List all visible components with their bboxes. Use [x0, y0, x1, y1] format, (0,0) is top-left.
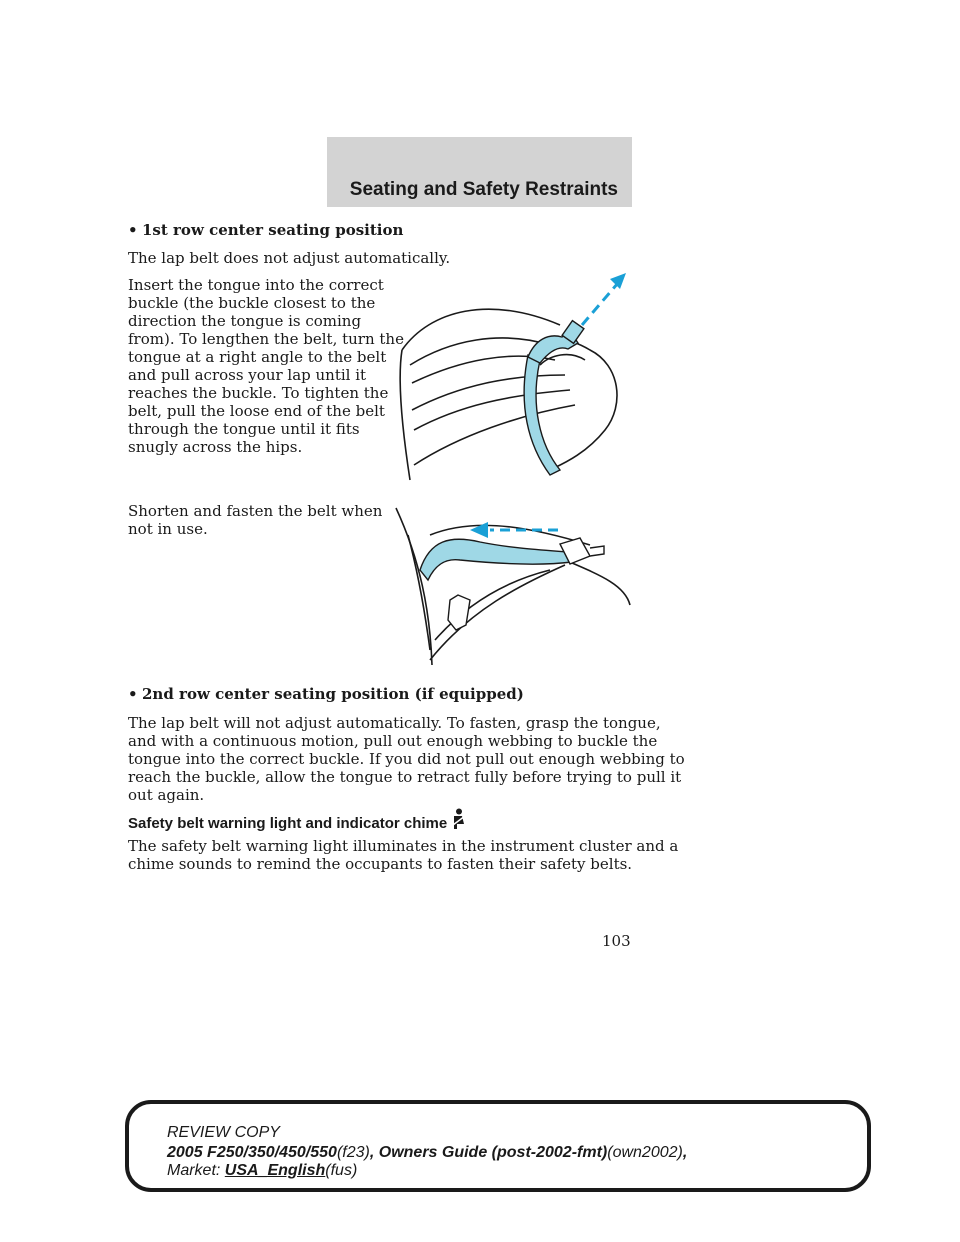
text-line: buckle (the buckle closest to the	[128, 294, 376, 312]
text-line: Insert the tongue into the correct	[128, 276, 384, 294]
text-line: tongue at a right angle to the belt	[128, 348, 387, 366]
text-line: The safety belt warning light illuminates in the instrument cluster and a	[128, 837, 679, 855]
footer-market-label: Market:	[167, 1162, 221, 1179]
text-line: reach the buckle, allow the tongue to retract fully before trying to pull it	[128, 768, 682, 786]
text-line: reaches the buckle. To tighten the	[128, 384, 389, 402]
bullet-dot: •	[128, 685, 138, 703]
paragraph-warning-light	[128, 837, 678, 873]
text-line: from). To lengthen the belt, turn the	[128, 330, 404, 348]
heading-text: 1st row center seating position	[142, 221, 404, 239]
illustration-lengthen-belt	[390, 265, 640, 485]
paragraph-insert-tongue	[128, 276, 404, 456]
review-copy-footer	[125, 1100, 871, 1192]
text-line: tongue into the correct buckle. If you did not pull out enough webbing to	[128, 750, 685, 768]
text-line: not in use.	[128, 520, 208, 538]
warning-light-heading	[128, 808, 467, 833]
bullet-heading-2nd-row	[128, 685, 524, 703]
footer-end: ,	[682, 1144, 688, 1161]
text-line: snugly across the hips.	[128, 438, 303, 456]
text-line: direction the tongue is coming	[128, 312, 362, 330]
text-line: The lap belt will not adjust automatically. To fasten, grasp the tongue,	[128, 714, 661, 732]
footer-model: 2005 F250/350/450/550	[167, 1144, 337, 1161]
text-line: belt, pull the loose end of the belt	[128, 402, 385, 420]
text-line: out again.	[128, 786, 205, 804]
bullet-heading-1st-row	[128, 221, 403, 239]
footer-separator: ,	[369, 1144, 375, 1161]
footer-market-value: USA_English	[224, 1162, 326, 1179]
section-title: Seating and Safety Restraints	[349, 179, 618, 200]
bullet-dot: •	[128, 221, 138, 239]
heading-text: 2nd row center seating position (if equipped)	[142, 685, 524, 703]
footer-review-copy: REVIEW COPY	[167, 1124, 280, 1141]
section-header-band	[327, 137, 632, 207]
footer-market	[167, 1162, 357, 1180]
page-number: 103	[602, 932, 631, 950]
footer-model-code: (f23)	[336, 1144, 370, 1161]
text-line: through the tongue until it fits	[128, 420, 360, 438]
paragraph-shorten-belt	[128, 502, 382, 538]
footer-doc-info	[167, 1144, 687, 1162]
footer-market-code: (fus)	[325, 1162, 358, 1179]
footer-guide: Owners Guide (post-2002-fmt)	[378, 1144, 608, 1161]
seatbelt-warning-icon	[451, 808, 467, 830]
paragraph-lap-belt: The lap belt does not adjust automatically.	[128, 249, 451, 267]
text-line: and with a continuous motion, pull out enough webbing to buckle the	[128, 732, 658, 750]
text-line: chime sounds to remind the occupants to fasten their safety belts.	[128, 855, 633, 873]
text-line: Shorten and fasten the belt when	[128, 502, 383, 520]
text-line: and pull across your lap until it	[128, 366, 367, 384]
footer-guide-code: (own2002)	[607, 1144, 683, 1161]
paragraph-2nd-row	[128, 714, 685, 804]
heading-text: Safety belt warning light and indicator chime	[128, 815, 448, 832]
illustration-shorten-belt	[390, 500, 640, 670]
